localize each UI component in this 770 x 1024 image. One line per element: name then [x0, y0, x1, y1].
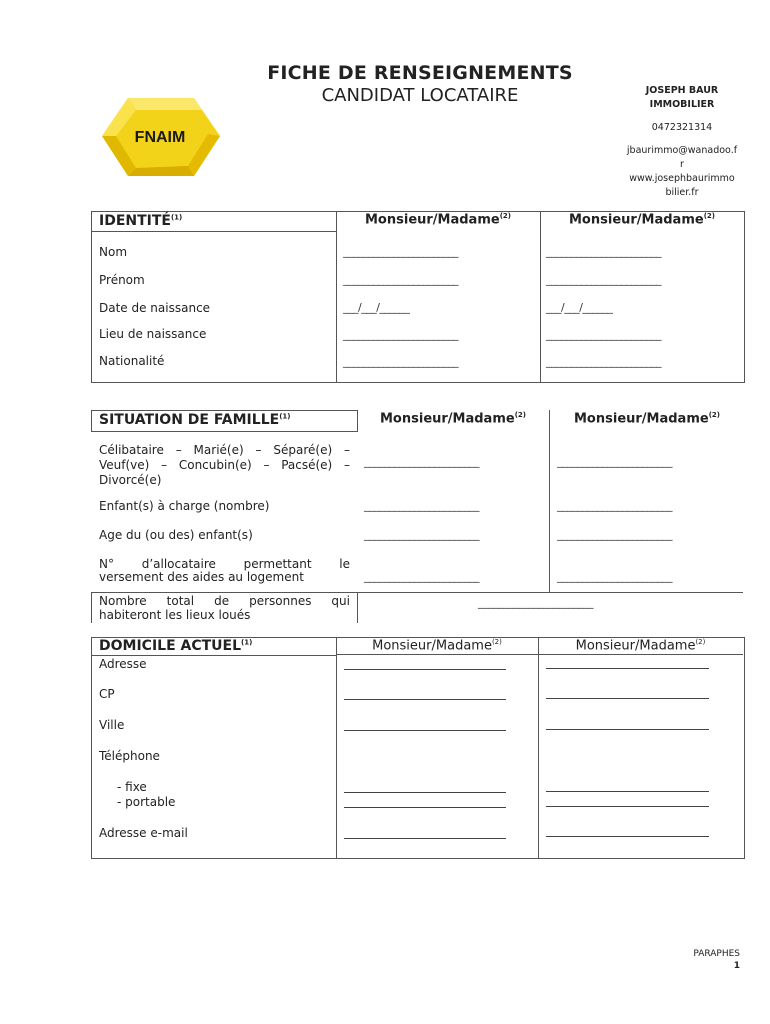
divider — [91, 592, 92, 623]
lieu-naissance-field-2[interactable]: _______________________ — [546, 328, 661, 341]
domicile-header-underline — [336, 654, 743, 655]
label-email: Adresse e-mail — [99, 826, 188, 840]
label-status-line2: Veuf(ve) – Concubin(e) – Pacsé(e) – — [99, 458, 350, 472]
label-portable: - portable — [117, 795, 176, 809]
divider — [540, 211, 541, 382]
page-number: 1 — [733, 961, 740, 971]
label-date-naissance: Date de naissance — [99, 301, 211, 315]
domicile-col1-header: Monsieur/Madame$^{(2)}$ — [372, 638, 502, 654]
form-subtitle: CANDIDAT LOCATAIRE — [321, 85, 519, 106]
identite-col1-header: Monsieur/Madame$^{(2)}$ — [365, 212, 511, 228]
prenom-field-2[interactable]: _______________________ — [546, 273, 661, 286]
agency-website-line1: www.josephbaurimmo — [629, 173, 735, 184]
children-field-1[interactable]: _______________________ — [364, 499, 479, 512]
label-cp: CP — [99, 687, 115, 701]
date-naissance-field-1[interactable]: ___/___/______ — [343, 301, 410, 314]
cp-field-2[interactable] — [546, 698, 709, 699]
agency-name-line2: IMMOBILIER — [649, 99, 715, 110]
adresse-field-2[interactable] — [546, 668, 709, 669]
adresse-field-1[interactable] — [344, 669, 506, 670]
famille-col2-header: Monsieur/Madame$^{(2)}$ — [574, 411, 720, 427]
domicile-title: DOMICILE ACTUEL$^{(1)}$ — [99, 638, 253, 654]
label-status-line3: Divorcé(e) — [99, 473, 162, 487]
label-caf-line1: N° d’allocataire permettant le — [99, 557, 350, 571]
nom-field-1[interactable]: _______________________ — [343, 245, 458, 258]
portable-field-1[interactable] — [344, 807, 506, 808]
label-caf-line2: versement des aides au logement — [99, 570, 304, 584]
label-total-line2: habiteront les lieux loués — [99, 608, 251, 622]
agency-name-line1: JOSEPH BAUR — [645, 85, 719, 96]
domicile-section — [91, 637, 745, 859]
ville-field-1[interactable] — [344, 730, 506, 731]
fnaim-logo — [98, 96, 222, 180]
fixe-field-2[interactable] — [546, 791, 709, 792]
divider — [538, 637, 539, 858]
children-age-field-2[interactable]: _______________________ — [557, 528, 672, 541]
total-persons-field[interactable]: _______________________ — [478, 596, 593, 609]
caf-field-1[interactable]: _______________________ — [364, 570, 479, 583]
label-fixe: - fixe — [117, 780, 147, 794]
children-age-field-1[interactable]: _______________________ — [364, 528, 479, 541]
famille-title: SITUATION DE FAMILLE$^{(1)}$ — [99, 412, 291, 428]
label-nationalite: Nationalité — [99, 354, 165, 368]
agency-phone: 0472321314 — [651, 122, 713, 133]
paraphes-label: PARAPHES — [693, 949, 740, 959]
agency-info — [612, 84, 752, 200]
cp-field-1[interactable] — [344, 699, 506, 700]
famille-divider — [91, 592, 743, 593]
label-nom: Nom — [99, 245, 128, 259]
domicile-col2-header: Monsieur/Madame$^{(2)}$ — [575, 638, 706, 654]
label-lieu-naissance: Lieu de naissance — [99, 327, 207, 341]
status-field-1[interactable]: _______________________ — [364, 455, 479, 468]
nom-field-2[interactable]: _______________________ — [546, 245, 661, 258]
nationalite-field-1[interactable]: _______________________ — [343, 355, 458, 368]
prenom-field-1[interactable]: _______________________ — [343, 273, 458, 286]
famille-col1-header: Monsieur/Madame$^{(2)}$ — [380, 411, 526, 427]
divider — [336, 637, 337, 858]
lieu-naissance-field-1[interactable]: _______________________ — [343, 328, 458, 341]
label-children-age: Age du (ou des) enfant(s) — [99, 528, 253, 542]
agency-email-line2: r — [680, 159, 684, 170]
portable-field-2[interactable] — [546, 806, 709, 807]
divider — [357, 592, 358, 623]
caf-field-2[interactable]: _______________________ — [557, 570, 672, 583]
footer — [693, 948, 740, 972]
label-ville: Ville — [99, 718, 125, 732]
fixe-field-1[interactable] — [344, 792, 506, 793]
agency-email-line1: jbaurimmo@wanadoo.f — [626, 145, 738, 156]
svg-text:FNAIM: FNAIM — [134, 129, 186, 146]
ville-field-2[interactable] — [546, 729, 709, 730]
identite-col2-header: Monsieur/Madame$^{(2)}$ — [569, 212, 715, 228]
label-children: Enfant(s) à charge (nombre) — [99, 499, 270, 513]
email-field-1[interactable] — [344, 838, 506, 839]
children-field-2[interactable]: _______________________ — [557, 499, 672, 512]
label-adresse: Adresse — [99, 657, 147, 671]
label-status-line1: Célibataire – Marié(e) – Séparé(e) – — [99, 443, 350, 457]
label-total-line1: Nombre total de personnes qui — [99, 594, 350, 608]
identite-title: IDENTITÉ$^{(1)}$ — [99, 213, 183, 229]
label-prenom: Prénom — [99, 273, 145, 287]
nationalite-field-2[interactable]: _______________________ — [546, 355, 661, 368]
label-telephone: Téléphone — [99, 749, 160, 763]
domicile-title-underline — [91, 655, 336, 656]
email-field-2[interactable] — [546, 836, 709, 837]
form-title: FICHE DE RENSEIGNEMENTS — [267, 62, 573, 84]
divider — [336, 211, 337, 382]
agency-website-line2: bilier.fr — [665, 187, 699, 198]
divider — [549, 410, 550, 593]
status-field-2[interactable]: _______________________ — [557, 455, 672, 468]
date-naissance-field-2[interactable]: ___/___/______ — [546, 301, 613, 314]
